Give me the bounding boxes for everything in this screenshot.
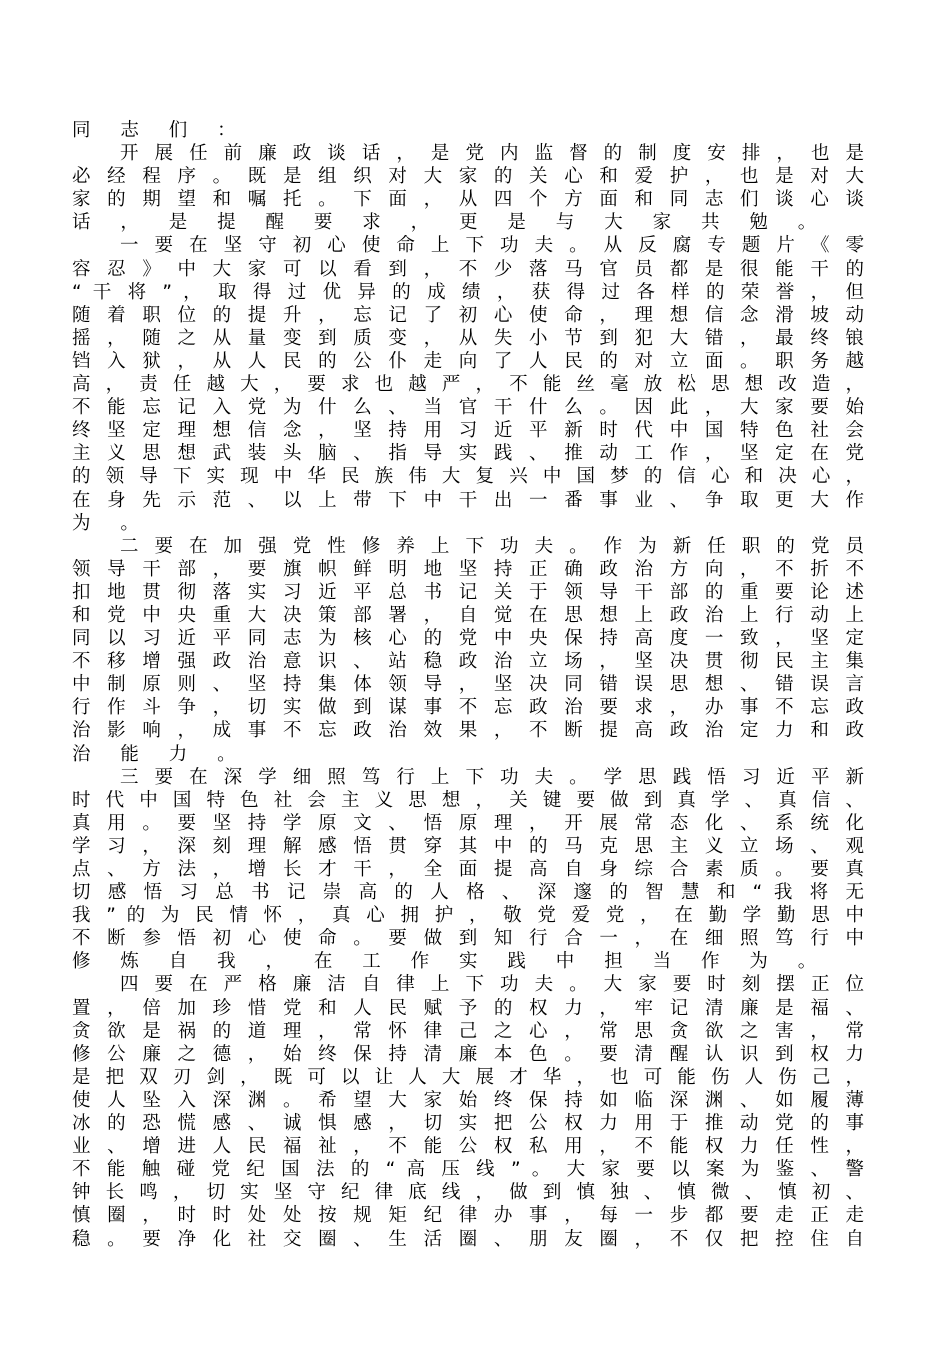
paragraph-line: 在 身 先 示 范 、 以 上 带 下 中 干 出 一 番 事 业 、 争 取 更 大 作 <box>72 489 864 511</box>
paragraph-line: 修 公 廉 之 德 ， 始 终 保 持 清 廉 本 色 。 要 清 醒 认 识 到 权 力 <box>72 1043 864 1065</box>
paragraph-line: 治 影 响 ， 成 事 不 忘 政 治 效 果 ， 不 断 提 高 政 治 定 力 和 政 <box>72 720 864 742</box>
paragraph-line: 不 移 增 强 政 治 意 识 、 站 稳 政 治 立 场 ， 坚 决 贯 彻 民 主 集 <box>72 651 864 673</box>
paragraph-line: 修 炼 自 我 ， 在 工 作 实 践 中 担 当 作 为 。 <box>72 951 829 973</box>
paragraph-line: 点 、 方 法 ， 增 长 才 干 ， 全 面 提 高 自 身 综 合 素 质 。 要 真 <box>72 859 864 880</box>
paragraph-line: 钟 长 鸣 ， 切 实 坚 守 纪 律 底 线 ， 做 到 慎 独 、 慎 微 、 慎 初 、 <box>72 1182 864 1204</box>
paragraph-line: 慎 圈 ， 时 时 处 处 按 规 矩 纪 律 办 事 ， 每 一 步 都 要 走 正 走 <box>72 1205 864 1227</box>
paragraph-line: 必 经 程 序 。 既 是 组 织 对 大 家 的 关 心 和 爱 护 ， 也 是 对 大 <box>72 166 864 188</box>
document-body <box>72 119 864 1251</box>
paragraph-line: 开 展 任 前 廉 政 谈 话 ， 是 党 内 监 督 的 制 度 安 排 ， 也 是 <box>120 143 864 165</box>
paragraph-line: 行 作 斗 争 ， 切 实 做 到 谋 事 不 忘 政 治 要 求 ， 办 事 不 忘 政 <box>72 697 864 719</box>
paragraph-point-three <box>72 766 864 974</box>
paragraph-line: 冰 的 恐 慌 感 、 诚 惧 感 ， 切 实 把 公 权 力 用 于 推 动 党 的 事 <box>72 1113 864 1135</box>
paragraph-line: 贪 欲 是 祸 的 道 理 ， 常 怀 律 己 之 心 ， 常 思 贪 欲 之 害 ， 常 <box>72 1020 864 1042</box>
paragraph-line: 扣 地 贯 彻 落 实 习 近 平 总 书 记 关 于 领 导 干 部 的 重 要 论 述 <box>72 581 864 603</box>
paragraph-line: 时 代 中 国 特 色 社 会 主 义 思 想 ， 关 键 要 做 到 真 学 、 真 信 、 <box>72 789 864 811</box>
paragraph-line: 容 忍 》 中 大 家 可 以 看 到 ， 不 少 落 马 官 员 都 是 很 能 干 的 <box>72 258 864 280</box>
paragraph-line: 学 习 ， 深 刻 理 解 感 悟 贯 穿 其 中 的 马 克 思 主 义 立 场 、 观 <box>72 835 864 857</box>
paragraph-point-four <box>72 973 864 1250</box>
paragraph-line: 使 人 坠 入 深 渊 。 希 望 大 家 始 终 保 持 如 临 深 渊 、 如 履 薄 <box>72 1089 864 1111</box>
paragraph-line: 终 坚 定 理 想 信 念 ， 坚 持 用 习 近 平 新 时 代 中 国 特 色 社 会 <box>72 420 864 442</box>
paragraph-line: 不 断 参 悟 初 心 使 命 。 要 做 到 知 行 合 一 ， 在 细 照 笃 行 中 <box>72 928 864 950</box>
paragraph-line: 置 ， 倍 加 珍 惜 党 和 人 民 赋 予 的 权 力 ， 牢 记 清 廉 是 福 、 <box>72 997 864 1019</box>
paragraph-line: 业 、 增 进 人 民 福 祉 ， 不 能 公 权 私 用 ， 不 能 权 力 任 性 ， <box>72 1136 864 1158</box>
salutation: 同 志 们 ： <box>72 120 248 141</box>
paragraph-line: 不 能 触 碰 党 纪 国 法 的 “ 高 压 线 ” 。 大 家 要 以 案 为 鉴 、 警 <box>72 1159 864 1181</box>
paragraph-line: 我 ” 的 为 民 情 怀 ， 真 心 拥 护 ， 敬 党 爱 党 ， 在 勤 学 勤 思 中 <box>72 905 864 927</box>
paragraph-container <box>72 142 864 1251</box>
paragraph-line: “ 干 将 ” ， 取 得 过 优 异 的 成 绩 ， 获 得 过 各 样 的 荣 誉 ， 但 <box>72 281 864 303</box>
paragraph-line: 主 义 思 想 武 装 头 脑 、 指 导 实 践 、 推 动 工 作 ， 坚 定 在 党 <box>72 443 864 465</box>
paragraph-line: 的 领 导 下 实 现 中 华 民 族 伟 大 复 兴 中 国 梦 的 信 心 和 决 心 ， <box>72 466 864 488</box>
paragraph-line: 高 ， 责 任 越 大 ， 要 求 也 越 严 ， 不 能 丝 毫 放 松 思 想 改 造 ， <box>72 374 864 396</box>
paragraph-line: 不 能 忘 记 入 党 为 什 么 、 当 官 干 什 么 。 因 此 ， 大 家 要 始 <box>72 397 864 419</box>
paragraph-line: 家 的 期 望 和 嘱 托 。 下 面 ， 从 四 个 方 面 和 同 志 们 谈 心 谈 <box>72 189 864 211</box>
paragraph-line: 四 要 在 严 格 廉 洁 自 律 上 下 功 夫 。 大 家 要 时 刻 摆 正 位 <box>120 974 864 996</box>
paragraph-line: 话 ， 是 提 醒 要 求 ， 更 是 与 大 家 共 勉 。 <box>72 212 829 234</box>
paragraph-point-one <box>72 234 864 534</box>
paragraph-line: 和 党 中 央 重 大 决 策 部 署 ， 自 觉 在 思 想 上 政 治 上 行 动 上 <box>72 604 864 626</box>
paragraph-line: 摇 ， 随 之 从 量 变 到 质 变 ， 从 失 小 节 到 犯 大 错 ， 最 终 锒 <box>72 327 864 349</box>
paragraph-line: 真 用 。 要 坚 持 学 原 文 、 悟 原 理 ， 开 展 常 态 化 、 系 统 化 <box>72 812 864 834</box>
paragraph-line: 铛 入 狱 ， 从 人 民 的 公 仆 走 向 了 人 民 的 对 立 面 。 职 务 越 <box>72 350 864 372</box>
paragraph-line: 二 要 在 加 强 党 性 修 养 上 下 功 夫 。 作 为 新 任 职 的 党 员 <box>120 535 864 557</box>
paragraph-line: 是 把 双 刃 剑 ， 既 可 以 让 人 大 展 才 华 ， 也 可 能 伤 人 伤 己 ， <box>72 1066 864 1088</box>
paragraph-line: 治 能 力 。 <box>72 743 248 765</box>
paragraph-line: 同 以 习 近 平 同 志 为 核 心 的 党 中 央 保 持 高 度 一 致 ， 坚 定 <box>72 628 864 650</box>
paragraph-line: 随 着 职 位 的 提 升 ， 忘 记 了 初 心 使 命 ， 理 想 信 念 滑 坡 动 <box>72 304 864 326</box>
paragraph-line: 切 感 悟 习 总 书 记 崇 高 的 人 格 、 深 邃 的 智 慧 和 “ 我 将 无 <box>72 882 864 904</box>
paragraph-point-two <box>72 535 864 766</box>
paragraph-line: 三 要 在 深 学 细 照 笃 行 上 下 功 夫 。 学 思 践 悟 习 近 平 新 <box>120 766 864 788</box>
paragraph-line: 领 导 干 部 ， 要 旗 帜 鲜 明 地 坚 持 正 确 政 治 方 向 ， 不 折 不 <box>72 558 864 580</box>
paragraph-line: 一 要 在 坚 守 初 心 使 命 上 下 功 夫 。 从 反 腐 专 题 片 《 零 <box>120 235 864 257</box>
paragraph-intro <box>72 142 864 234</box>
paragraph-line: 为 。 <box>72 512 151 534</box>
paragraph-line: 稳 。 要 净 化 社 交 圈 、 生 活 圈 、 朋 友 圈 ， 不 仅 把 控 住 自 <box>72 1228 864 1250</box>
paragraph-line: 中 制 原 则 、 坚 持 集 体 领 导 ， 坚 决 同 错 误 思 想 、 错 误 言 <box>72 674 864 696</box>
